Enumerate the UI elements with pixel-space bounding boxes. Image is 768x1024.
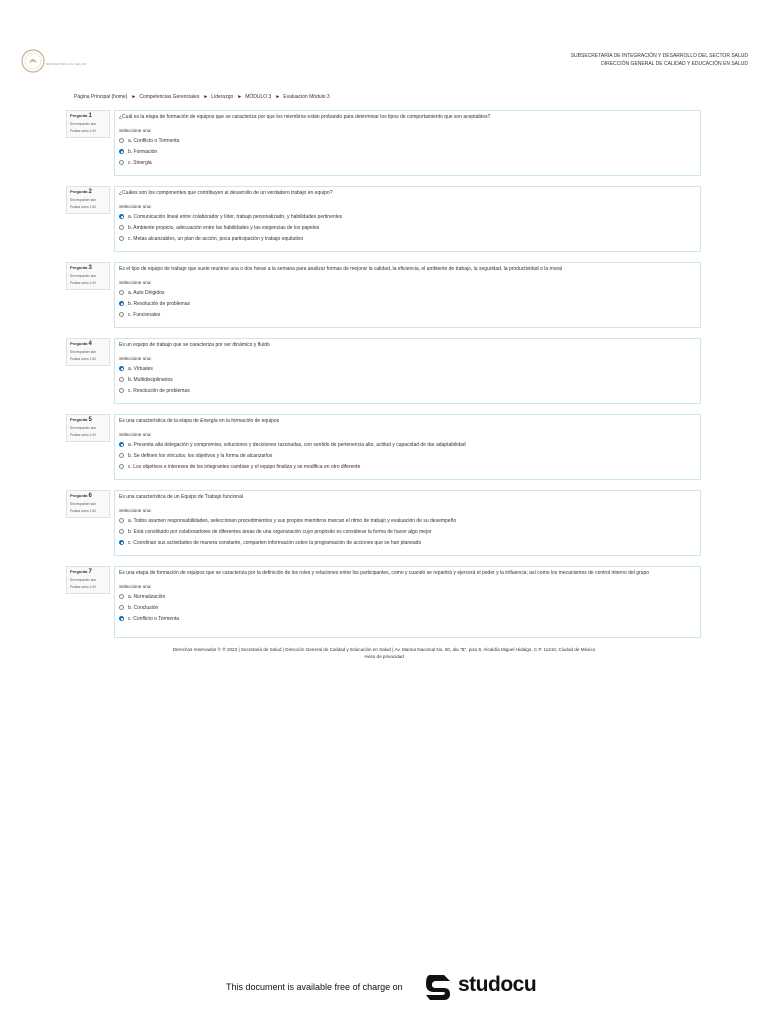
national-emblem-icon: [20, 48, 46, 74]
answer-option[interactable]: [119, 222, 696, 233]
answer-option[interactable]: [119, 233, 696, 244]
option-label[interactable]: c. Los objetivos e intereses de los integrantes cambian y el equipo finaliza y se modifica en otro diferente: [128, 463, 361, 470]
option-label[interactable]: a. Virtuales: [128, 365, 153, 372]
radio-button[interactable]: [119, 388, 124, 393]
question-text: Es una característica de la etapa de Energía en la formación de equipos: [119, 418, 280, 424]
question-text: Es un equipo de trabajo que se caracteriza por ser dinámico y fluido: [119, 342, 270, 348]
radio-button-selected[interactable]: [119, 214, 124, 219]
answer-option[interactable]: [119, 439, 696, 450]
question-state: Sin responder aún: [70, 578, 97, 582]
question-content: [114, 566, 701, 638]
question-text: ¿Cuál es la etapa de formación de equipos que se caracteriza por que los miembros están probando para determinar los tipos de comportamiento que son aceptables?: [119, 114, 491, 120]
question-text: ¿Cuáles son los componentes que contribuyen al desarrollo de un verdadero trabajo en equipo?: [119, 190, 333, 196]
answer-option[interactable]: [119, 515, 696, 526]
question-7: [66, 566, 701, 638]
studocu-banner: [0, 968, 768, 1008]
question-state: Sin responder aún: [70, 122, 97, 126]
option-label[interactable]: c. Conflicto o Tormenta: [128, 615, 180, 622]
question-grade: Puntúa como 1.00: [70, 585, 96, 589]
option-label[interactable]: a. Todos asumen responsabilidades, seleccionan procedimientos y sus propios miembros marcan el ritmo de trabajo y evaluación de su desempeño: [128, 517, 457, 524]
answer-option[interactable]: [119, 537, 696, 548]
radio-button[interactable]: [119, 290, 124, 295]
radio-button[interactable]: [119, 605, 124, 610]
question-number: Pregunta 6: [70, 493, 92, 499]
question-info: [66, 186, 110, 214]
answer-option[interactable]: [119, 450, 696, 461]
breadcrumb-item-evaluacion[interactable]: Evaluación Módulo 3: [283, 94, 330, 100]
question-grade: Puntúa como 1.00: [70, 509, 96, 513]
question-info: [66, 414, 110, 442]
answer-option[interactable]: [119, 591, 696, 602]
answer-option[interactable]: [119, 287, 696, 298]
quiz-questions: [66, 110, 701, 648]
radio-button[interactable]: [119, 453, 124, 458]
option-label[interactable]: b. Se definen los vínculos, los objetivos y la forma de alcanzarlos: [128, 452, 273, 459]
radio-button-selected[interactable]: [119, 301, 124, 306]
question-2: [66, 186, 701, 252]
privacy-link[interactable]: Aviso de privacidad: [364, 654, 404, 659]
answer-prompt: Seleccione una:: [119, 280, 152, 285]
question-content: [114, 490, 701, 556]
answer-option[interactable]: [119, 363, 696, 374]
question-grade: Puntúa como 1.00: [70, 129, 96, 133]
question-state: Sin responder aún: [70, 350, 97, 354]
answer-prompt: Seleccione una:: [119, 356, 152, 361]
option-label[interactable]: a. Conflicto o Tormenta: [128, 137, 180, 144]
radio-button[interactable]: [119, 160, 124, 165]
question-text: Es una característica de un Equipo de Trabajo funcional: [119, 494, 243, 500]
radio-button-selected[interactable]: [119, 442, 124, 447]
option-label[interactable]: c. Resolución de problemas: [128, 387, 190, 394]
question-number: Pregunta 1: [70, 113, 92, 119]
question-content: [114, 110, 701, 176]
breadcrumb-item-modulo[interactable]: MÓDULO 3: [245, 94, 272, 100]
answer-prompt: Seleccione una:: [119, 432, 152, 437]
question-3: [66, 262, 701, 328]
secretaria-salud-logo[interactable]: [20, 48, 87, 76]
answer-option[interactable]: [119, 211, 696, 222]
question-1: [66, 110, 701, 176]
answer-option[interactable]: [119, 613, 696, 624]
radio-button[interactable]: [119, 529, 124, 534]
question-info: [66, 262, 110, 290]
answer-option[interactable]: [119, 526, 696, 537]
answer-prompt: Seleccione una:: [119, 584, 152, 589]
question-6: [66, 490, 701, 556]
answer-option[interactable]: [119, 298, 696, 309]
question-number: Pregunta 3: [70, 265, 92, 271]
question-state: Sin responder aún: [70, 426, 97, 430]
question-info: [66, 110, 110, 138]
question-content: [114, 338, 701, 404]
radio-button[interactable]: [119, 138, 124, 143]
breadcrumb-separator: ►: [203, 94, 209, 100]
question-number: Pregunta 5: [70, 417, 92, 423]
answer-option[interactable]: [119, 374, 696, 385]
question-info: [66, 338, 110, 366]
breadcrumb-item-liderazgo[interactable]: Liderazgo: [211, 94, 234, 100]
option-label[interactable]: c. Sinergia: [128, 159, 152, 166]
answer-option[interactable]: [119, 146, 696, 157]
option-label[interactable]: b. Formación: [128, 148, 158, 155]
option-label[interactable]: a. Presenta alta delegación y compromiso, soluciones y decisiones razonadas, con sentido de pertenencia alto, actitud y capacidad de dar adaptabilidad: [128, 441, 466, 448]
option-label[interactable]: c. Metas alcanzables, un plan de acción, poca participación y trabajo equitativo: [128, 235, 304, 242]
page-footer: [0, 646, 768, 660]
option-label[interactable]: a. Normalización: [128, 593, 166, 600]
question-content: [114, 414, 701, 480]
breadcrumb-separator: ►: [131, 94, 137, 100]
breadcrumb: [74, 94, 331, 100]
question-5: [66, 414, 701, 480]
answer-option[interactable]: [119, 385, 696, 396]
question-grade: Puntúa como 1.00: [70, 205, 96, 209]
option-label[interactable]: b. Ambiente propicio, adecuación entre las habilidades y las exigencias de los papeles: [128, 224, 320, 231]
answer-prompt: Seleccione una:: [119, 508, 152, 513]
radio-button-selected[interactable]: [119, 616, 124, 621]
question-text: Es el tipo de equipo de trabajo que suele reunirse una o dos horas a la semana para analizar formas de mejorar la calidad, la eficiencia, el ambiente de trabajo, la seguridad, la productividad o la moral: [119, 266, 563, 272]
breadcrumb-item-home[interactable]: Página Principal (home): [74, 94, 128, 100]
question-state: Sin responder aún: [70, 274, 97, 278]
option-label[interactable]: a. Auto Dirigidos: [128, 289, 165, 296]
logo-text: SECRETARÍA DE SALUD: [46, 62, 87, 66]
answer-option[interactable]: [119, 135, 696, 146]
option-label[interactable]: c. Coordinan sus actividades de manera constante, comparten información sobre la programación de acciones que se han planeado: [128, 539, 422, 546]
answer-option[interactable]: [119, 309, 696, 320]
question-number: Pregunta 2: [70, 189, 92, 195]
studocu-availability-text: This document is available free of charge on: [226, 982, 403, 992]
radio-button-selected[interactable]: [119, 540, 124, 545]
option-label[interactable]: b. Conclusión: [128, 604, 159, 611]
radio-button-selected[interactable]: [119, 366, 124, 371]
option-label[interactable]: b. Multidisciplinarios: [128, 376, 173, 383]
studocu-logo-icon[interactable]: [424, 971, 454, 1003]
institution-line-1: SUBSECRETARÍA DE INTEGRACIÓN Y DESARROLLO DEL SECTOR SALUD: [570, 53, 748, 59]
answer-option[interactable]: [119, 461, 696, 472]
question-state: Sin responder aún: [70, 502, 97, 506]
option-label[interactable]: c. Funcionales: [128, 311, 161, 318]
radio-button[interactable]: [119, 312, 124, 317]
question-text-italic: Energía: [200, 418, 218, 424]
answer-prompt: Seleccione una:: [119, 128, 152, 133]
question-info: [66, 566, 110, 594]
studocu-brand[interactable]: studocu: [458, 973, 537, 996]
question-grade: Puntúa como 1.00: [70, 433, 96, 437]
radio-button[interactable]: [119, 518, 124, 523]
institution-name: [571, 52, 748, 68]
breadcrumb-item-competencias[interactable]: Competencias Gerenciales: [139, 94, 200, 100]
question-content: [114, 186, 701, 252]
breadcrumb-separator: ►: [237, 94, 243, 100]
option-label[interactable]: b. Está constituido por colaboradores de diferentes áreas de una organización cuyo propósito es considerar la forma de hacer algo mejor: [128, 528, 432, 535]
option-label[interactable]: a. Comunicación lineal entre colaborador y líder, trabajo personalizado, y habilidades pertinentes: [128, 213, 343, 220]
question-grade: Puntúa como 1.00: [70, 357, 96, 361]
question-text: Es una etapa de formación de equipos que se caracteriza por la definición de los roles y relaciones entre los participantes, como y cuando se repartirá y ejercerá el poder y la influencia; así como los mecanismos de control interno del grupo: [119, 570, 650, 576]
answer-option[interactable]: [119, 157, 696, 168]
answer-option[interactable]: [119, 602, 696, 613]
question-state: Sin responder aún: [70, 198, 97, 202]
question-info: [66, 490, 110, 518]
radio-button[interactable]: [119, 236, 124, 241]
question-4: [66, 338, 701, 404]
radio-button[interactable]: [119, 225, 124, 230]
radio-button-selected[interactable]: [119, 149, 124, 154]
question-content: [114, 262, 701, 328]
radio-button[interactable]: [119, 594, 124, 599]
question-number: Pregunta 4: [70, 341, 92, 347]
answer-prompt: Seleccione una:: [119, 204, 152, 209]
breadcrumb-separator: ►: [275, 94, 281, 100]
question-number: Pregunta 7: [70, 569, 92, 575]
institution-line-2: DIRECCIÓN GENERAL DE CALIDAD Y EDUCACIÓN EN SALUD: [601, 61, 748, 67]
radio-button[interactable]: [119, 464, 124, 469]
question-grade: Puntúa como 1.00: [70, 281, 96, 285]
option-label[interactable]: b. Resolución de problemas: [128, 300, 190, 307]
footer-copyright: Derechos reservados © ® 2023 | Secretaría de Salud | Dirección General de Calidad y Educación en Salud | Av. Marina Nacional No. 60, ala "B", piso 8, Alcaldía Miguel Hidalgo, C.P. 11410, Ciudad de México: [172, 647, 596, 652]
page-header: [0, 0, 768, 90]
radio-button[interactable]: [119, 377, 124, 382]
